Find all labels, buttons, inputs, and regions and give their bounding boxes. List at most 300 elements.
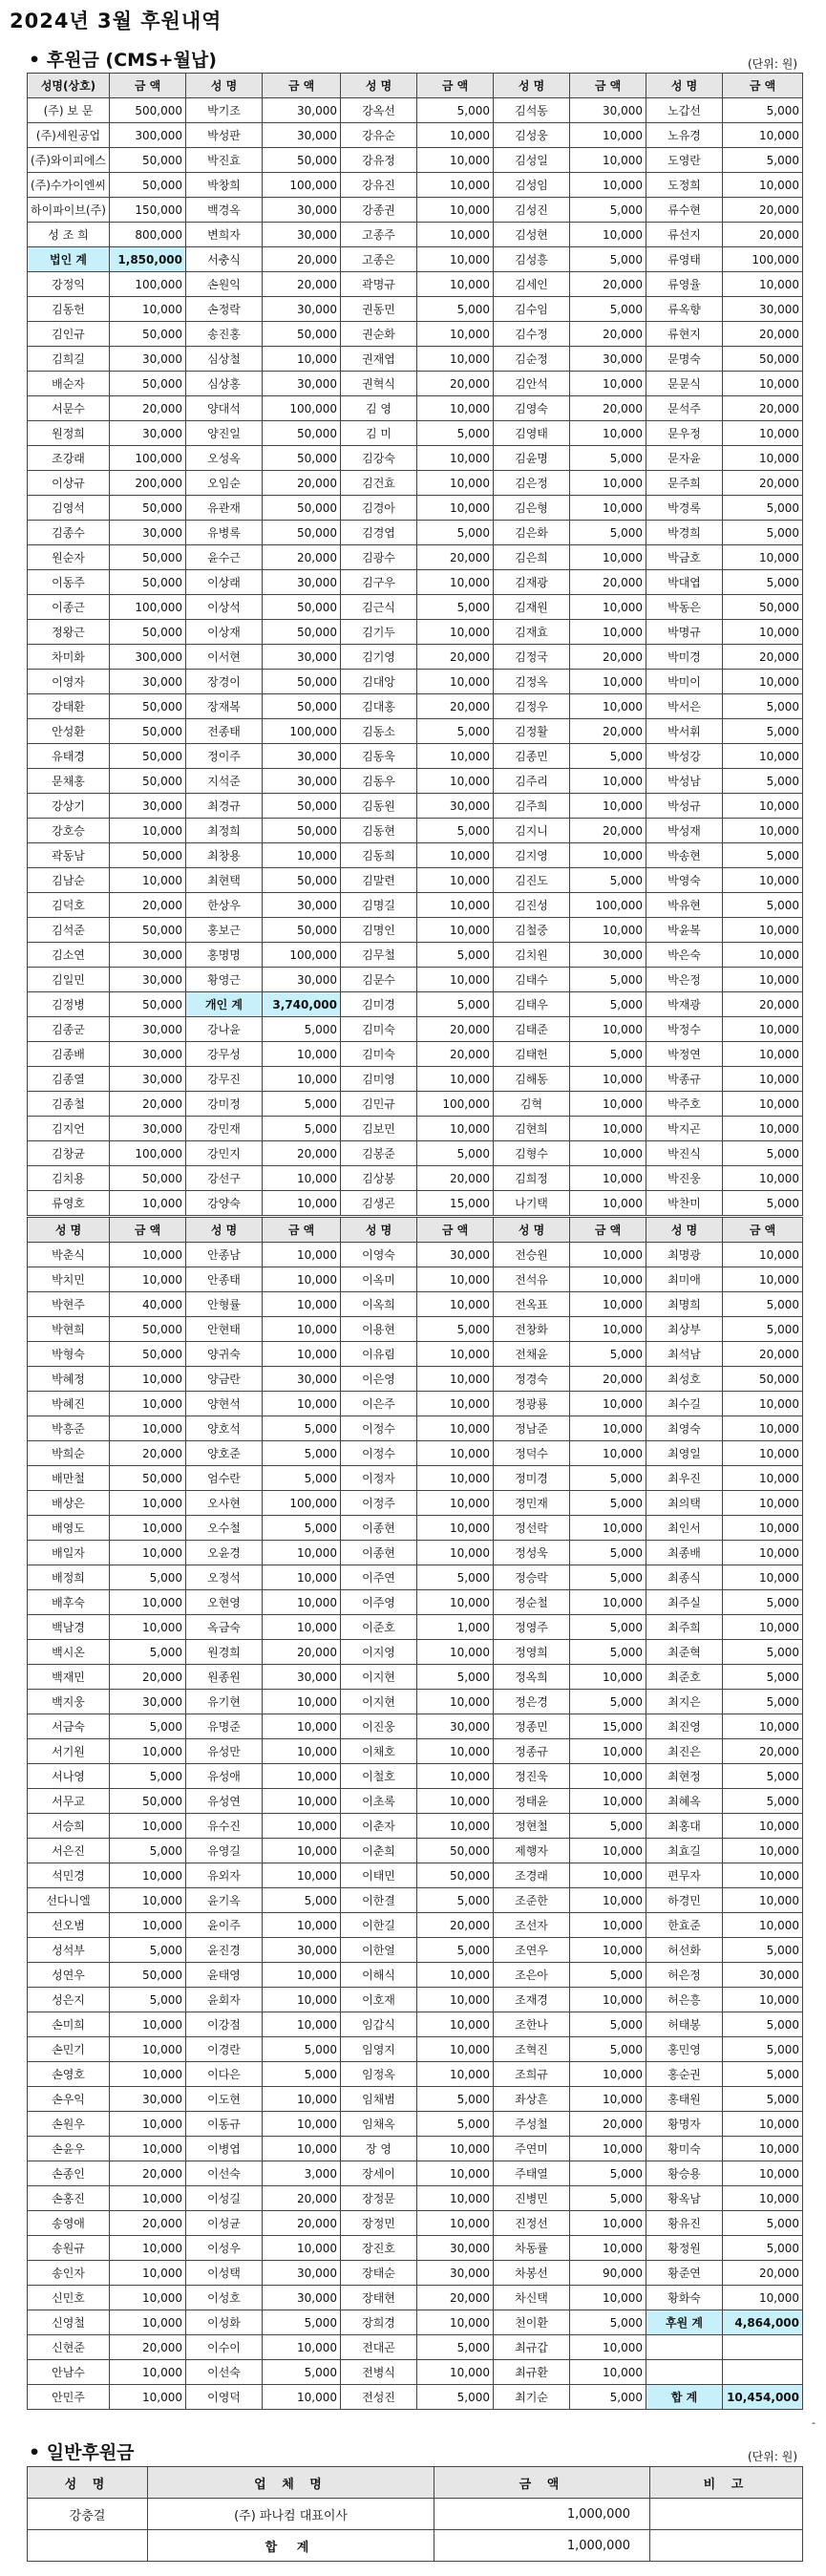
donor-name: 박형숙	[28, 1342, 110, 1367]
table-row	[28, 1615, 803, 1640]
donor-name: 김근식	[341, 595, 417, 620]
donor-name: 강유진	[341, 173, 417, 198]
donor-name: 홍보근	[186, 918, 263, 943]
donor-name: 제행자	[494, 1839, 570, 1863]
donor-name: 김강숙	[341, 446, 417, 471]
donor-name: 강정익	[28, 272, 110, 297]
donation-amount: 100,000	[263, 173, 341, 198]
donation-amount: 10,000	[417, 1789, 494, 1814]
donation-amount: 10,000	[110, 2310, 186, 2335]
table-row	[28, 2037, 803, 2062]
donation-amount: 10,000	[723, 1839, 803, 1863]
subtotal-amount: 10,454,000	[723, 2385, 803, 2410]
donation-amount: 10,000	[570, 2335, 646, 2360]
header-amount: 금 액	[110, 74, 186, 98]
donation-amount: 10,000	[417, 620, 494, 645]
donor-name: 도정희	[646, 173, 723, 198]
donor-name: 장진호	[341, 2236, 417, 2261]
donor-name: 조은아	[494, 1963, 570, 1988]
header-amount: 금 액	[723, 74, 803, 98]
donation-amount: 20,000	[723, 396, 803, 421]
donor-name: 문석주	[646, 396, 723, 421]
donor-name: 이수이	[186, 2335, 263, 2360]
donor-name: 이동규	[186, 2112, 263, 2137]
donor-name: 백남경	[28, 1615, 110, 1640]
donation-amount: 5,000	[723, 1141, 803, 1166]
donation-amount: 5,000	[417, 819, 494, 843]
donor-name: 김문수	[341, 968, 417, 992]
donor-name: 김주희	[494, 794, 570, 819]
donor-name: 김지니	[494, 819, 570, 843]
donation-amount: 10,000	[723, 620, 803, 645]
donor-name: 김동희	[341, 843, 417, 868]
donor-name: 최진영	[646, 1714, 723, 1739]
donor-name: 최종식	[646, 1565, 723, 1590]
donation-amount: 10,000	[110, 2012, 186, 2037]
donor-name: 강선구	[186, 1166, 263, 1191]
donation-amount: 1,000,000	[434, 2499, 650, 2530]
donor-name: 최상부	[646, 1317, 723, 1342]
donation-amount: 50,000	[110, 148, 186, 173]
donation-amount: 10,000	[723, 1863, 803, 1888]
donation-amount: 20,000	[570, 272, 646, 297]
donation-amount: 20,000	[417, 1042, 494, 1067]
donor-name: 이정수	[341, 1416, 417, 1441]
donation-amount: 10,000	[570, 694, 646, 719]
donation-amount: 10,000	[723, 1017, 803, 1042]
donor-name: 김재효	[494, 620, 570, 645]
donation-amount: 10,000	[417, 1416, 494, 1441]
donor-name: 최성호	[646, 1367, 723, 1392]
donation-amount: 30,000	[263, 744, 341, 769]
donation-amount: 10,000	[417, 893, 494, 918]
donation-amount: 20,000	[110, 2211, 186, 2236]
header-name: 성 명	[186, 74, 263, 98]
donor-name: 이상규	[28, 471, 110, 496]
donor-name: 이성화	[186, 2310, 263, 2335]
donor-name: 이주영	[341, 1590, 417, 1615]
donor-name: 이상재	[186, 620, 263, 645]
donor-name: 최주실	[646, 1590, 723, 1615]
donation-amount: 10,000	[263, 1863, 341, 1888]
table-row	[28, 2335, 803, 2360]
header-name: 성명(상호)	[28, 74, 110, 98]
donor-name: 백시온	[28, 1640, 110, 1665]
donation-amount: 50,000	[110, 1466, 186, 1491]
donor-name: 김성흥	[494, 247, 570, 272]
donation-amount: 30,000	[263, 769, 341, 794]
donation-amount: 10,000	[570, 471, 646, 496]
donation-amount: 50,000	[263, 694, 341, 719]
donor-name: 정영희	[494, 1640, 570, 1665]
table-row	[28, 347, 803, 372]
donor-name: 권혁식	[341, 372, 417, 396]
donor-name: 이선숙	[186, 2360, 263, 2385]
donor-name: 오정석	[186, 1565, 263, 1590]
donation-amount: 10,000	[417, 322, 494, 347]
donor-name: 오임순	[186, 471, 263, 496]
donation-amount: 5,000	[723, 2037, 803, 2062]
donor-name: 정현철	[494, 1814, 570, 1839]
donation-amount: 5,000	[570, 2037, 646, 2062]
donor-name: 노갑선	[646, 98, 723, 123]
donor-name: 성석부	[28, 1938, 110, 1963]
donor-name: 김동현	[341, 819, 417, 843]
donor-name: 박금호	[646, 545, 723, 570]
donor-name: 정덕수	[494, 1441, 570, 1466]
donation-amount: 10,000	[417, 1367, 494, 1392]
donor-name: 이지현	[341, 1665, 417, 1690]
donation-amount: 100,000	[570, 893, 646, 918]
donation-amount: 10,000	[570, 1017, 646, 1042]
donor-name: 황유진	[646, 2211, 723, 2236]
donation-amount: 30,000	[110, 943, 186, 968]
table-row	[28, 1789, 803, 1814]
donor-name: 안현태	[186, 1317, 263, 1342]
donor-name: 강상기	[28, 794, 110, 819]
donation-amount: 10,000	[723, 1888, 803, 1913]
donor-name: 이지영	[341, 1640, 417, 1665]
table-row	[28, 1839, 803, 1863]
donation-amount: 10,000	[723, 2137, 803, 2161]
table-row	[28, 1416, 803, 1441]
donation-amount: 10,000	[417, 272, 494, 297]
donation-amount: 5,000	[417, 421, 494, 446]
donation-amount: 5,000	[570, 992, 646, 1017]
donor-name: 나기택	[494, 1191, 570, 1216]
donation-amount: 5,000	[263, 1516, 341, 1541]
donation-amount: 10,000	[110, 1267, 186, 1292]
donation-amount: 50,000	[263, 322, 341, 347]
table-row	[28, 421, 803, 446]
donor-name: 장정민	[341, 2211, 417, 2236]
donor-name: 오사현	[186, 1491, 263, 1516]
donation-amount: 5,000	[570, 868, 646, 893]
table-row	[28, 1317, 803, 1342]
donation-amount: 5,000	[417, 2087, 494, 2112]
donation-amount: 10,000	[263, 2087, 341, 2112]
table-row	[28, 943, 803, 968]
donor-name: 장경이	[186, 670, 263, 694]
donor-name: 최규환	[494, 2360, 570, 2385]
donor-name: 이도현	[186, 2087, 263, 2112]
donation-amount: 150,000	[110, 198, 186, 223]
donor-name: 이한얼	[341, 1938, 417, 1963]
donation-amount: 100,000	[417, 1092, 494, 1117]
donation-amount: 10,000	[417, 2211, 494, 2236]
donation-amount: 10,000	[110, 2360, 186, 2385]
donation-amount: 10,000	[417, 173, 494, 198]
donor-name: 옥금숙	[186, 1615, 263, 1640]
donor-name: 임채옥	[341, 2112, 417, 2137]
donor-name: 김정국	[494, 645, 570, 670]
donation-amount: 100,000	[110, 446, 186, 471]
donor-name: 최미애	[646, 1267, 723, 1292]
subtotal-label: 개인 계	[186, 992, 263, 1017]
donor-name: 천이환	[494, 2310, 570, 2335]
donation-amount: 10,000	[417, 1590, 494, 1615]
donor-name: 백재민	[28, 1665, 110, 1690]
table-row	[28, 1913, 803, 1938]
donor-name: 백경옥	[186, 198, 263, 223]
donor-name: 박서휘	[646, 719, 723, 744]
donor-name: 심상홍	[186, 372, 263, 396]
table-row	[28, 446, 803, 471]
donor-name: 김종철	[28, 1092, 110, 1117]
table-row	[28, 521, 803, 545]
donor-name: 홍민영	[646, 2037, 723, 2062]
donor-name: 유성애	[186, 1764, 263, 1789]
donation-amount: 30,000	[570, 347, 646, 372]
donation-amount: 10,000	[723, 1441, 803, 1466]
donor-name: 황미숙	[646, 2137, 723, 2161]
donor-name: 최영일	[646, 1441, 723, 1466]
donor-name: 김남순	[28, 868, 110, 893]
donation-amount: 30,000	[570, 98, 646, 123]
donor-name: 이다은	[186, 2062, 263, 2087]
donation-amount: 3,000	[263, 2161, 341, 2186]
donation-amount: 100,000	[263, 943, 341, 968]
donation-amount: 10,000	[110, 2261, 186, 2286]
donation-amount: 15,000	[570, 1714, 646, 1739]
donor-name: 김은화	[494, 521, 570, 545]
donation-amount: 50,000	[723, 1367, 803, 1392]
donation-amount: 5,000	[723, 98, 803, 123]
donor-name: 권순화	[341, 322, 417, 347]
donation-amount: 10,000	[570, 1938, 646, 1963]
donor-name: 차미화	[28, 645, 110, 670]
donor-name: 류선지	[646, 223, 723, 247]
donor-name: 원순자	[28, 545, 110, 570]
donation-amount: 5,000	[570, 446, 646, 471]
donor-name: 김형수	[494, 1141, 570, 1166]
donation-amount: 10,000	[417, 1267, 494, 1292]
table-row	[28, 1117, 803, 1141]
donation-amount: 5,000	[723, 893, 803, 918]
donor-name: 최석남	[646, 1342, 723, 1367]
donation-amount: 20,000	[263, 272, 341, 297]
table-row	[28, 1017, 803, 1042]
donation-amount: 10,000	[570, 1292, 646, 1317]
donor-name: 김은희	[494, 545, 570, 570]
table-row	[28, 1042, 803, 1067]
donor-name: 김치용	[28, 1166, 110, 1191]
donor-name: 박송현	[646, 843, 723, 868]
donor-name: 최진은	[646, 1739, 723, 1764]
donation-amount: 50,000	[110, 992, 186, 1017]
donation-amount: 20,000	[570, 1367, 646, 1392]
donor-name: 최준혁	[646, 1640, 723, 1665]
donation-amount: 50,000	[263, 496, 341, 521]
donation-amount: 10,000	[110, 819, 186, 843]
donor-name: 강충걸	[28, 2499, 148, 2530]
donation-amount: 50,000	[417, 1839, 494, 1863]
donor-name: 윤진경	[186, 1938, 263, 1963]
donation-amount: 10,000	[263, 1988, 341, 2012]
donor-name: 강민지	[186, 1141, 263, 1166]
donor-name: 배순자	[28, 372, 110, 396]
donor-name: 유기현	[186, 1690, 263, 1714]
donation-amount: 20,000	[110, 2335, 186, 2360]
donation-amount: 10,000	[723, 1067, 803, 1092]
donor-name: 김세인	[494, 272, 570, 297]
donor-name: 전대곤	[341, 2335, 417, 2360]
donor-name: 김종배	[28, 1042, 110, 1067]
table-row	[28, 645, 803, 670]
donation-amount: 50,000	[263, 421, 341, 446]
donor-name: 박혜정	[28, 1367, 110, 1392]
donor-name: 이종근	[28, 595, 110, 620]
donation-amount	[723, 2335, 803, 2360]
donor-name: 한상우	[186, 893, 263, 918]
donation-amount: 5,000	[723, 521, 803, 545]
header-amount: 금 액	[263, 1218, 341, 1243]
donor-name: 진정선	[494, 2211, 570, 2236]
donation-amount: 5,000	[723, 570, 803, 595]
donation-amount: 5,000	[263, 1466, 341, 1491]
donor-name: 김광수	[341, 545, 417, 570]
donor-name: 서은진	[28, 1839, 110, 1863]
donation-amount: 10,000	[263, 1243, 341, 1267]
donation-amount: 10,000	[570, 1863, 646, 1888]
donor-name: 정종민	[494, 1714, 570, 1739]
donor-name: 김정옥	[494, 670, 570, 694]
donor-name: 최명광	[646, 1243, 723, 1267]
donor-name: 노유경	[646, 123, 723, 148]
donation-amount: 5,000	[723, 1938, 803, 1963]
donation-amount: 10,000	[417, 1466, 494, 1491]
donation-amount: 10,000	[110, 1739, 186, 1764]
subtotal-amount: 4,864,000	[723, 2310, 803, 2335]
donation-amount: 50,000	[110, 545, 186, 570]
donor-name: 임정옥	[341, 2062, 417, 2087]
donor-name: 유외자	[186, 1863, 263, 1888]
donor-name: 이병엽	[186, 2137, 263, 2161]
donation-amount: 10,000	[570, 918, 646, 943]
donor-name: 문채홍	[28, 769, 110, 794]
donor-name: 성연우	[28, 1963, 110, 1988]
donor-name: 이서현	[186, 645, 263, 670]
donation-amount: 10,000	[263, 1814, 341, 1839]
donation-amount: 10,000	[723, 446, 803, 471]
donor-name: 최기순	[494, 2385, 570, 2410]
donation-amount: 5,000	[570, 1491, 646, 1516]
donor-name: 서문수	[28, 396, 110, 421]
table-row	[28, 2499, 803, 2530]
donor-name: 최명희	[646, 1292, 723, 1317]
donation-amount: 5,000	[723, 2012, 803, 2037]
table-row	[28, 1491, 803, 1516]
table-row	[28, 843, 803, 868]
donation-amount: 10,000	[723, 819, 803, 843]
table-row	[28, 2236, 803, 2261]
donor-name: 김종군	[28, 1017, 110, 1042]
donation-amount: 5,000	[417, 992, 494, 1017]
donor-name: 박치민	[28, 1267, 110, 1292]
donation-amount: 5,000	[570, 1963, 646, 1988]
donor-name: 김종민	[494, 744, 570, 769]
donor-name: 오수철	[186, 1516, 263, 1541]
donor-name: 이채호	[341, 1739, 417, 1764]
donation-amount: 10,000	[417, 744, 494, 769]
donor-name: 이정자	[341, 1466, 417, 1491]
donation-amount: 5,000	[417, 1565, 494, 1590]
donation-amount: 50,000	[110, 173, 186, 198]
donation-amount: 10,000	[417, 2062, 494, 2087]
donation-amount: 30,000	[110, 421, 186, 446]
donation-amount: 10,000	[570, 372, 646, 396]
donor-name: 류수현	[646, 198, 723, 223]
donation-amount: 5,000	[570, 968, 646, 992]
donation-table-cms	[27, 73, 803, 1216]
donation-amount: 20,000	[417, 1913, 494, 1938]
donation-amount: 10,000	[110, 2037, 186, 2062]
donor-name: 이한결	[341, 1888, 417, 1913]
donor-name: 조희규	[494, 2062, 570, 2087]
donation-amount: 5,000	[723, 2062, 803, 2087]
donor-name: 박정수	[646, 1017, 723, 1042]
donor-name: 유수진	[186, 1814, 263, 1839]
donation-amount: 10,000	[723, 2112, 803, 2137]
donation-amount: 10,000	[110, 1491, 186, 1516]
donation-amount: 5,000	[417, 1888, 494, 1913]
donation-amount: 10,000	[417, 396, 494, 421]
donor-name: 박동은	[646, 595, 723, 620]
donor-name: 조연우	[494, 1938, 570, 1963]
donor-name: 김성진	[494, 198, 570, 223]
donor-name: 안형률	[186, 1292, 263, 1317]
donor-name: 김수임	[494, 297, 570, 322]
donation-amount: 10,000	[263, 1615, 341, 1640]
donor-name: 김경아	[341, 496, 417, 521]
donor-name: 하경민	[646, 1888, 723, 1913]
donation-amount: 10,000	[417, 1541, 494, 1565]
donation-amount: 10,000	[723, 1615, 803, 1640]
donation-amount: 10,000	[263, 2236, 341, 2261]
donation-amount: 10,000	[570, 545, 646, 570]
table-row	[28, 148, 803, 173]
donor-name: 박성남	[646, 769, 723, 794]
donor-name: 정성욱	[494, 1541, 570, 1565]
donor-name: 최홍대	[646, 1814, 723, 1839]
header-amount: 금 액	[417, 74, 494, 98]
donation-amount: 10,000	[263, 1690, 341, 1714]
donation-amount: 5,000	[570, 1466, 646, 1491]
donor-name: 최규갑	[494, 2335, 570, 2360]
table-row	[28, 272, 803, 297]
donation-amount: 5,000	[570, 297, 646, 322]
donation-amount: 10,000	[417, 496, 494, 521]
donation-amount: 10,000	[417, 1392, 494, 1416]
donor-name: 양대석	[186, 396, 263, 421]
donation-amount: 20,000	[263, 471, 341, 496]
donation-amount: 10,000	[570, 1665, 646, 1690]
donation-amount: 5,000	[263, 1092, 341, 1117]
donation-amount: 20,000	[263, 1640, 341, 1665]
donation-amount: 5,000	[263, 1117, 341, 1141]
donation-amount: 10,000	[723, 372, 803, 396]
donor-name: 강유순	[341, 123, 417, 148]
donation-amount: 20,000	[263, 1141, 341, 1166]
donor-name: 윤이주	[186, 1913, 263, 1938]
total-amount: 1,000,000	[434, 2530, 650, 2562]
donation-amount: 10,000	[263, 1541, 341, 1565]
donation-amount: 50,000	[110, 1342, 186, 1367]
empty-cell	[650, 2530, 803, 2562]
donor-name: 박창희	[186, 173, 263, 198]
donation-amount: 20,000	[110, 2161, 186, 2186]
donor-name: 정옥희	[494, 1665, 570, 1690]
